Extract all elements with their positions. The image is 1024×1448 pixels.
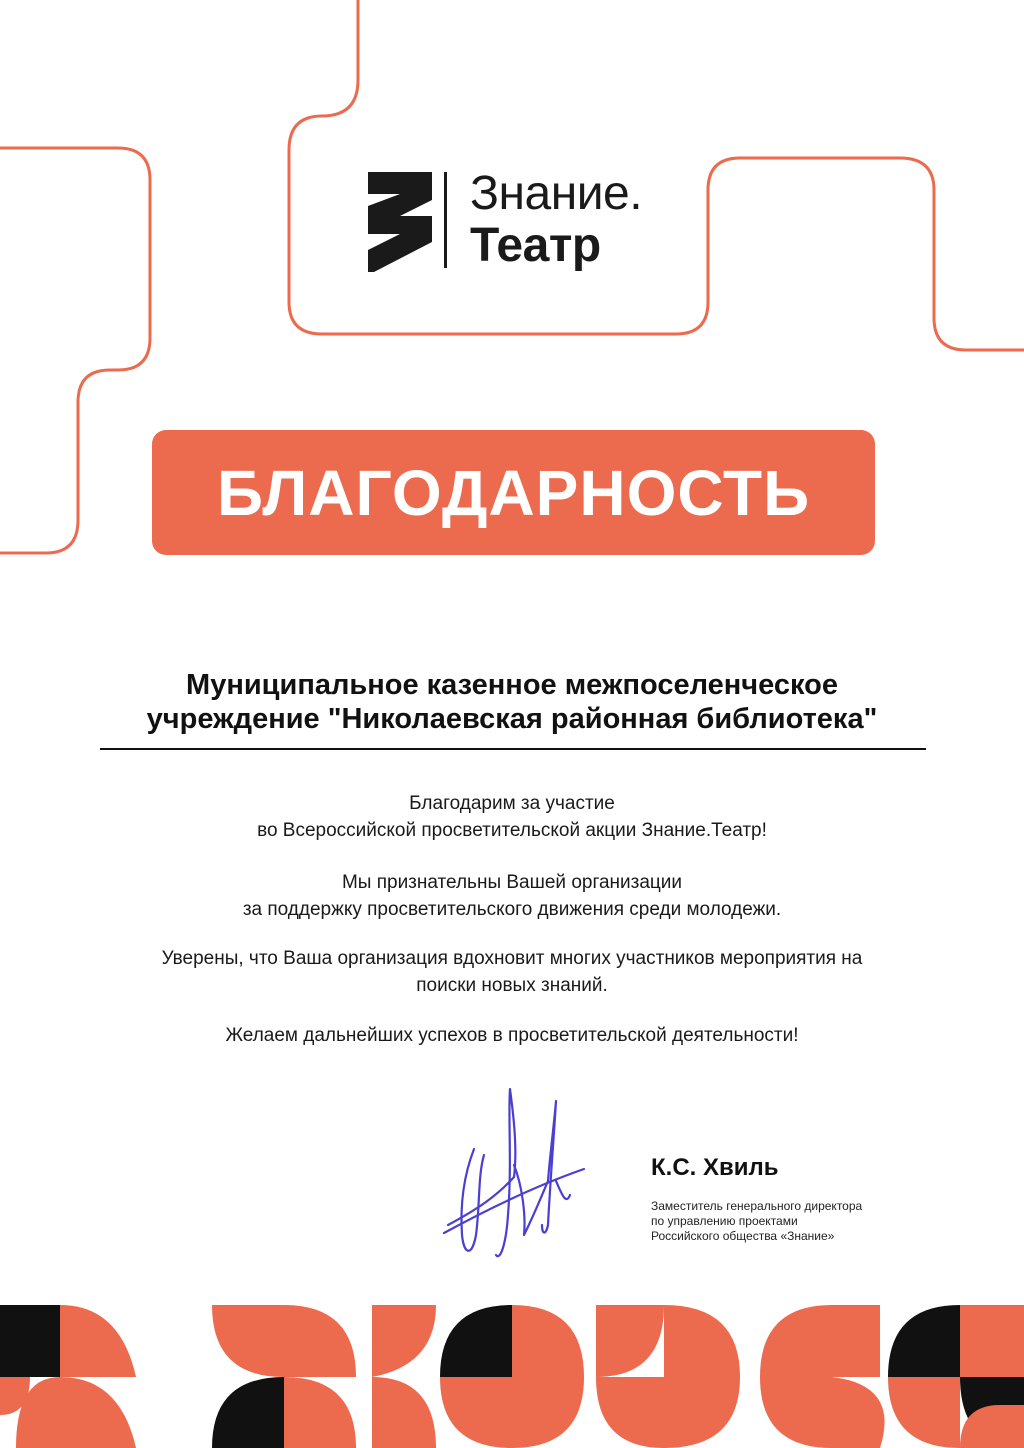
paragraph-line: Благодарим за участие (409, 793, 615, 814)
paragraph-inspiration (90, 945, 934, 999)
recipient-line1: Муниципальное казенное межпоселенческое (186, 669, 838, 701)
paragraph-line: во Всероссийской просветительской акции Знание.Театр! (257, 820, 767, 841)
z-logo-icon (366, 172, 436, 272)
recipient-underline (100, 748, 926, 750)
logo-text-line2: Театр (470, 219, 601, 272)
logo-text-line1: Знание. (470, 167, 643, 220)
signature-icon (438, 1085, 588, 1265)
paragraph-line: Уверены, что Ваша организация вдохновит многих участников мероприятия на (161, 948, 863, 969)
signer-name: К.С. Хвиль (651, 1154, 779, 1181)
signer-role-line2: по управлению проектами (651, 1214, 798, 1228)
recipient-name (90, 668, 934, 736)
logo-text (470, 168, 642, 272)
paragraph-gratitude (90, 869, 934, 923)
paragraph-line: Желаем дальнейших успехов в просветительской деятельности! (225, 1025, 799, 1046)
page-title: БЛАГОДАРНОСТЬ (216, 456, 811, 529)
znanie-teatr-logo (366, 168, 686, 278)
title-banner (152, 430, 875, 555)
signer-role-line3: Российского общества «Знание» (651, 1229, 835, 1243)
signer-role-line1: Заместитель генерального директора (651, 1199, 863, 1213)
recipient-line2: учреждение "Николаевская районная библиотека" (146, 703, 878, 735)
paragraph-wishes (90, 1022, 934, 1049)
logo-divider (444, 172, 447, 268)
signer-role (651, 1199, 862, 1244)
paragraph-line: Мы признательны Вашей организации (341, 872, 683, 893)
paragraph-line: поиски новых знаний. (416, 975, 608, 996)
paragraph-thanks (90, 790, 934, 844)
bottom-geometric-pattern (0, 1305, 1024, 1448)
paragraph-line: за поддержку просветительского движения среди молодежи. (242, 899, 782, 920)
